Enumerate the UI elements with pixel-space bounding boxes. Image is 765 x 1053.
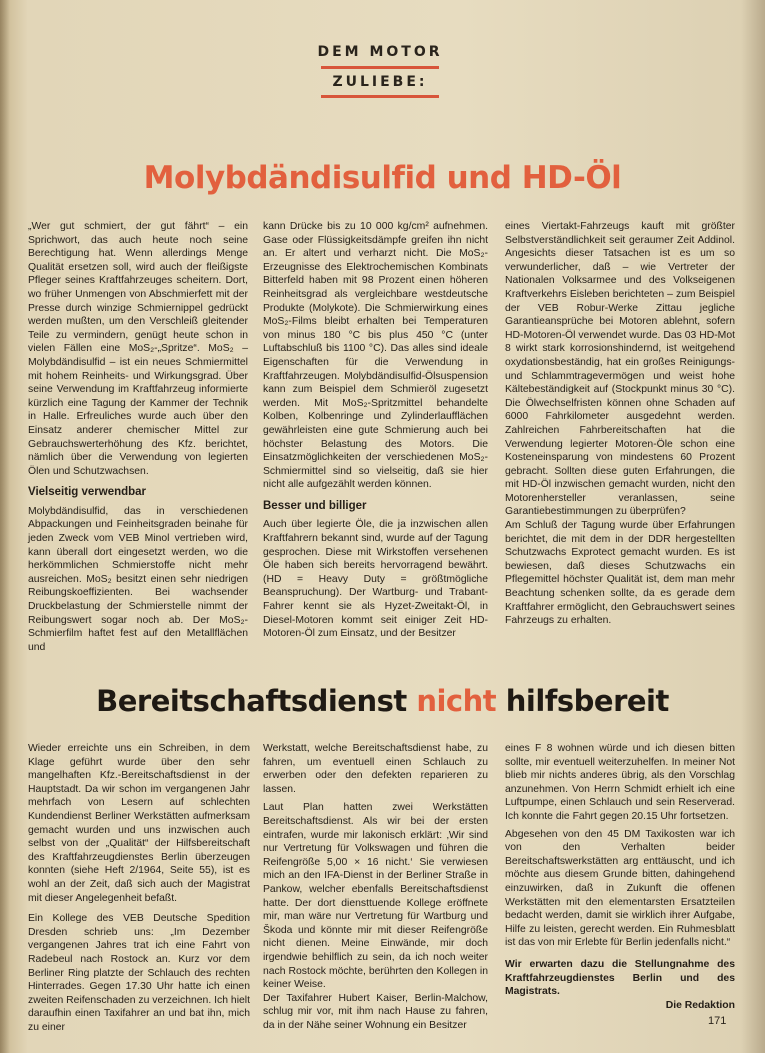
article1-paragraph: Auch über legierte Öle, die ja inzwischen allen Kraftfahrern bekannt sind, wurde auf der Tagung gesprochen. Diese mit Wirkstoffen versehenen Öle haben sich bereits hervorragend bewährt. (HD = Heavy Duty = größtmögliche Beanspruchung). Der Wartburg- und Trabant-Fahrer kennt sie als Hyzet-Zweitakt-Öl, in Diesel-Motoren kommt seit einiger Zeit HD-Motoren-Öl zum Einsatz, und der Besitzer (263, 519, 488, 640)
article2-paragraph: Abgesehen von den 45 DM Taxikosten war ich von den Verhalten beider Bereitschaftswerkstätten arg enttäuscht, und ich möchte aus diesem Grunde bitten, dahingehend einzuwirken, daß in Zukunft die offenen Werkstätten mit den elementarsten Ersatzteilen bedacht werden, damit sie wirklich ihrer Aufgabe, Hilfe zu leisten, gerecht werden. Ein Ruhmesblatt ist das von mir Erlebte für Berlin jedenfalls nicht.“ (505, 828, 735, 949)
article2-paragraph: Werkstatt, welche Bereitschaftsdienst habe, zu fahren, um eventuell einen Schlauch zu erwerben oder den defekten reparieren zu lassen. (263, 743, 488, 795)
article1-paragraph: Molybdändisulfid, das in verschiedenen Abpackungen und Feinheitsgraden beinahe für jeden Zweck vom VEB Minol vertrieben wird, kann überall dort eingesetzt werden, wo die herkömmlichen Schmierstoffe nicht mehr ausreichen. MoS₂ besitzt einen sehr niedrigen Reibungskoeffizienten. Bei wachsender Druckbelastung der Schmierstelle nimmt der Reibungswert sogar noch ab. Der MoS₂-Schmierfilm haftet fest auf den Metallflächen und (28, 505, 248, 653)
article1-column-1 (28, 220, 248, 654)
article1-title: Molybdändisulfid und HD-Öl (143, 160, 622, 196)
article1-column-3 (505, 220, 735, 628)
article2-title-part: Bereitschaftsdienst (96, 684, 407, 718)
article2-column-3 (505, 742, 735, 1012)
header-rule-bottom (321, 95, 439, 98)
article2-title-part: hilfsbereit (505, 684, 669, 718)
article1-column-2 (263, 220, 488, 641)
page-number: 171 (708, 1015, 727, 1027)
article2-title-highlight: nicht (416, 684, 497, 718)
page-shadow-left (0, 0, 10, 1053)
editorial-closing: Wir erwarten dazu die Stellungnahme des Kraftfahrzeugdienstes Berlin und des Magistrats. (505, 958, 735, 998)
article1-paragraph: „Wer gut schmiert, der gut fährt“ – ein Sprichwort, das auch heute noch seine Berechtigung hat. Wenn allerdings Menge Qualität ersetzen soll, wird auch der fleißigste Pfleger seines Kraftfahrzeuges scheitern. Dort, wo früher Unmengen von Abschmierfett mit der Presse durch winzige Schmiernippel gedrückt werden mußten, um den Verschleiß gleitender Teile zu vermindern, genügt heute schon in vielen Fällen eine MoS₂-„Spritze“. MoS₂ – Molybdändisulfid – ist ein neues Schmiermittel mit hohem Reinheits- und Wirkungsgrad. Über seine Verwendung im Kraftfahrzeug informierte kürzlich eine Tagung der Kammer der Technik in Halle. Erfreuliches wurde auch über den Einsatz anderer chemischer Mittel zur Gebrauchswerterhöhung des Kfz. berichtet, nämlich über die Verwendung von legierten Ölen und Schutzwachsen. (28, 221, 248, 477)
header-rule (321, 66, 439, 69)
article2-title (0, 684, 765, 718)
article1-subheading: Besser und billiger (263, 499, 367, 512)
section-header (300, 44, 460, 98)
article1-subheading: Vielseitig verwendbar (28, 486, 147, 499)
article2-paragraph: Ein Kollege des VEB Deutsche Spedition Dresden schrieb uns: „Im Dezember vergangenen Jahres trat ich eine Fahrt von Radebeul nach Rostock an. Kurz vor dem Berliner Ring platzte der Schlauch des rechten Hinterrades. Gegen 17.30 Uhr hatte ich einen zweiten Reifenschaden zu verzeichnen. Ich hielt daraufhin einen Taxifahrer an und bat ihn, mich zu einer (28, 913, 250, 1033)
section-header-line2: ZULIEBE: (332, 74, 428, 90)
article2-paragraph: Laut Plan hatten zwei Werkstätten Bereitschaftsdienst. Als wir bei der ersten eintrafen, wurde mir lakonisch erklärt: ‚Wir sind nur Vertretung für Volkswagen und führen die Reifengröße 5,00 × 16 nicht.‘ Sie verwiesen mich an den IFA-Dienst in der Berliner Straße in Pankow, welcher ebenfalls Bereitschaftsdienst hatte. Der dort diensttuende Kollege eröffnete mir, man wäre nur Vertretung für Wartburg und Škoda und könnte mir mit dieser Reifengröße nicht dienen. Meine Einwände, mir doch irgendwie behilflich zu sein, da ich noch weiter nach Rostock möchte, berührten den Kollegen in keiner Weise. (263, 802, 488, 991)
article2-column-2 (263, 742, 488, 1032)
page-shadow-right (741, 0, 765, 1053)
article2-paragraph: Der Taxifahrer Hubert Kaiser, Berlin-Malchow, schlug mir vor, mit ihm nach Hause zu fahren, da in der Nähe seiner Wohnung ein Besitzer (263, 992, 488, 1031)
article2-paragraph: eines F 8 wohnen würde und ich diesen bitten sollte, mir eventuell weiterzuhelfen. In meiner Not blieb mir nichts anderes übrig, als den Vorschlag anzunehmen. Von Herrn Schmidt erhielt ich eine Luftpumpe, einen Schlauch und sein Reserverad. Ich konnte die Fahrt gegen 20.15 Uhr fortsetzen. (505, 743, 735, 822)
section-header-line1: DEM MOTOR (317, 44, 443, 60)
article1-paragraph: kann Drücke bis zu 10 000 kg/cm² aufnehmen. Gase oder Flüssigkeitsdämpfe greifen ihn nicht an. Er altert und verharzt nicht. Die MoS₂-Erzeugnisse des Elektrochemischen Kombinats Bitterfeld haben mit 98 Prozent einen höheren Reinheitsgrad als vergleichbare westdeutsche Produkte (Molykote). Die Schmierwirkung eines MoS₂-Films bleibt erhalten bei Temperaturen von minus 180 °C bis plus 450 °C (unter Luftabschluß bis 1100 °C). Das alles sind ideale Eigenschaften für die Verwendung in Kraftfahrzeugen. Molybdändisulfid-Ölsuspension kann zum Beispiel dem Schmieröl zugesetzt werden. Mit MoS₂-Spritzmittel behandelte Kolben, Kolbenringe und Zylinderlaufflächen gewährleisten eine gute Schmierung auch bei höchster Belastung des Motors. Die Einsatzmöglichkeiten der verschiedenen MoS₂-Schmiermittel sind so vielseitig, daß sie hier nicht alle aufgezählt werden können. (263, 221, 488, 491)
article1-paragraph: Am Schluß der Tagung wurde über Erfahrungen berichtet, die mit dem in der DDR hergestellten Schutzwachs Exprotect gemacht wurden. Es ist bewiesen, daß dieses Schutzwachs ein Pflegemittel höchster Qualität ist, dem man mehr Beachtung schenken sollte, da es gerade dem Kraftfahrer ermöglicht, den Gebrauchswert seines Fahrzeugs zu erhalten. (505, 520, 735, 627)
article2-column-1 (28, 742, 250, 1034)
editorial-signature: Die Redaktion (665, 999, 735, 1011)
article1-paragraph: eines Viertakt-Fahrzeugs kauft mit größter Selbstverständlichkeit seit geraumer Zeit Addinol. Angesichts dieser Tatsachen ist es um so verwunderlicher, daß – wie Vertreter der Nationalen Volksarmee und des Volkseigenen Kraftverkehrs Eisleben berichteten – zum Beispiel der VEB Robur-Werke Zittau jegliche Garantieansprüche bei Motoren ablehnt, sofern HD-Motoren-Öl verwendet wurde. Das 03 HD-Mot 8 wirkt stark korrosionshindernd, ist weitgehend oxydationsbeständig, hat ein großes Reinigungs- und Schlammtragevermögen und weist hohe Kältebeständigkeit auf (Stockpunkt minus 30 °C). Die Ölwechselfristen können ohne Schaden auf 6000 Fahrkilometer ausgedehnt werden. Zahlreichen Fahrbereitschaften hat die Verwendung legierter Motoren-Öle schon eine Kosteneinsparung von mindestens 60 Prozent gebracht. Sollten diese guten Erfahrungen, die mit HD-Öl inzwischen gemacht wurden, nicht den Motorenhersteller veranlassen, seine Garantiebestimmungen zu überprüfen? (505, 221, 735, 518)
article2-paragraph: Wieder erreichte uns ein Schreiben, in dem Klage geführt wurde über den sehr mangelhaften Kfz.-Bereitschaftsdienst in der Hauptstadt. Da wir schon im vergangenen Jahr mehrfach von Lesern auf schlechten Kundendienst Berliner Werkstätten aufmerksam gemacht wurden und uns inzwischen auch selbst von der „Qualität“ der Hilfsbereitschaft des Kraftfahrzeugdienstes Berlin überzeugen konnten (siehe Heft 2/1964, Seite 55), ist es wohl an der Zeit, daß sich auch der Magistrat mit dieser Angelegenheit befaßt. (28, 743, 250, 904)
